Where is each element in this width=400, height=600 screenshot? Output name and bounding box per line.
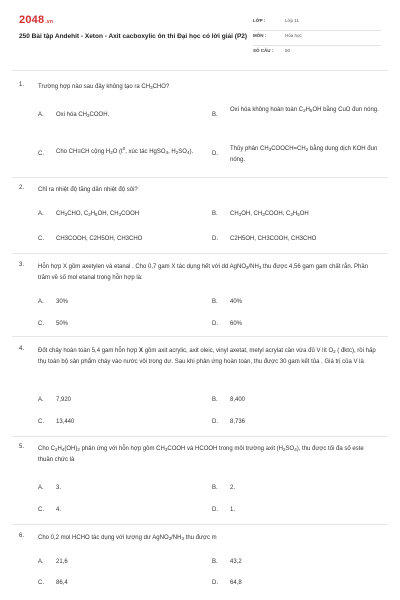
meta-table	[253, 16, 381, 60]
option-letter: D.	[212, 419, 218, 425]
question-text: Cho $C_2H_4(OH)_2$ phản ứng với hỗn hợp gồm $CH_3COOH$ và HCOOH trong môi trường axit $(H_2SO_4)$, thu được tối đa số este thuần chức là	[38, 446, 364, 463]
option-text: 13,440	[56, 419, 75, 425]
option-text: 50%	[56, 321, 69, 327]
divider	[12, 70, 388, 71]
option-letter: D.	[212, 151, 218, 157]
option-text: $CH_3OH$, $CH_3COOH$, $C_2H_5OH$	[230, 211, 309, 217]
question-number: 1.	[19, 82, 25, 88]
option-letter: B.	[212, 559, 218, 565]
divider	[12, 177, 388, 178]
option-letter: D.	[212, 236, 218, 242]
meta-value: Lớp 11	[285, 18, 299, 23]
site-logo[interactable]	[19, 14, 53, 26]
option-text: 7,920	[56, 397, 72, 403]
option-letter: C.	[38, 507, 44, 513]
question-text: Đốt cháy hoàn toàn 5,4 gam hỗn hợp X gồm axit acrylic, axit oleic, vinyl axetat, metyl acrylat cần vừa đủ V lít $O_2$ ( đktc), rồi hấp thụ toàn bộ sản phẩm cháy vào nước vôi trong dư. Sau khi phản ứng hoàn toàn, thu được 30 gam kết tủa . Giá trị của V là	[38, 348, 376, 365]
option-text: 86,4	[56, 580, 68, 586]
option-text: CH3COOH, C2H5OH, CH3CHO	[56, 236, 143, 242]
option-text: 60%	[230, 321, 243, 327]
divider	[12, 436, 388, 437]
question-text: Cho 0,2 mol HCHO tác dụng với lượng dư $AgNO_3/NH_3$ thu được m	[38, 535, 217, 541]
option-letter: A.	[38, 397, 44, 403]
option-text: Oxi hóa $CH_3COOH$.	[56, 112, 110, 118]
document-title: 250 Bài tập Andehit - Xeton - Axit cacboxylic ôn thi Đại học có lời giải (P2)	[19, 33, 248, 40]
divider	[12, 336, 388, 337]
option-text: 4.	[56, 507, 62, 513]
option-text: $CH_3CHO$, $C_2H_5OH$, $CH_3COOH$	[56, 211, 140, 217]
meta-value: 50	[285, 48, 291, 53]
question-number: 4.	[19, 346, 25, 352]
meta-value: Hóa học	[285, 33, 302, 38]
question-number: 6.	[19, 533, 25, 539]
option-letter: C.	[38, 419, 44, 425]
option-letter: B.	[212, 397, 218, 403]
option-text: 8,736	[230, 419, 246, 425]
question-text: Trường hợp nào sau đây không tạo ra $CH_3CHO$?	[38, 84, 170, 90]
option-text: 2.	[230, 485, 236, 491]
option-text: Thủy phân $CH_3COOCH=CH_2$ bằng dung dịch KOH đun nóng.	[230, 146, 378, 163]
divider	[12, 253, 388, 254]
option-text: 21,6	[56, 559, 68, 565]
meta-row-class	[253, 16, 381, 31]
option-letter: A.	[38, 299, 44, 305]
option-letter: B.	[212, 299, 218, 305]
option-letter: C.	[38, 151, 44, 157]
meta-label: LỚP :	[253, 18, 266, 23]
option-text: Oxi hóa không hoàn toàn $C_2H_5OH$ bằng CuO đun nóng.	[230, 107, 379, 113]
option-letter: C.	[38, 580, 44, 586]
option-letter: D.	[212, 321, 218, 327]
option-letter: B.	[212, 485, 218, 491]
option-text: Cho CH≡CH cộng $H_2O$ ($t^0$, xúc tác HgSO$_4$, $H_2SO_4$).	[56, 146, 194, 155]
option-text: 3.	[56, 485, 62, 491]
divider	[12, 524, 388, 525]
worksheet-header	[0, 0, 400, 64]
meta-row-count	[253, 46, 381, 60]
logo-main: 2048	[19, 14, 45, 26]
logo-sub: .vn	[45, 19, 54, 25]
question-number: 5.	[19, 444, 25, 450]
question-number: 3.	[19, 262, 25, 268]
option-letter: D.	[212, 580, 218, 586]
option-text: 8,400	[230, 397, 246, 403]
option-letter: C.	[38, 321, 44, 327]
option-text: 30%	[56, 299, 69, 305]
question-text: Hỗn hợp X gồm axetylen và etanal . Cho 0,7 gam X tác dụng hết với dd $AgNO_3/NH_3$ thu được 4,56 gam gam chất rắn. Phần trăm về số mol etanal trong hỗn hợp là:	[38, 264, 369, 281]
option-letter: A.	[38, 112, 44, 118]
option-text: 43,2	[230, 559, 242, 565]
option-letter: A.	[38, 485, 44, 491]
option-letter: A.	[38, 559, 44, 565]
option-letter: B.	[212, 112, 218, 118]
option-letter: C.	[38, 236, 44, 242]
option-letter: B.	[212, 211, 218, 217]
meta-label: SỐ CÂU :	[253, 48, 274, 53]
option-letter: A.	[38, 211, 44, 217]
meta-row-subject	[253, 31, 381, 46]
option-text: 40%	[230, 299, 243, 305]
option-letter: D.	[212, 507, 218, 513]
option-text: C2H5OH, CH3COOH, CH3CHO	[230, 236, 317, 242]
question-number: 2.	[19, 185, 25, 191]
meta-label: MÔN :	[253, 33, 267, 38]
question-text: Chỉ ra nhiệt độ tăng dần nhiệt độ sôi?	[38, 187, 138, 193]
option-text: 64,8	[230, 580, 242, 586]
option-text: 1.	[230, 507, 236, 513]
